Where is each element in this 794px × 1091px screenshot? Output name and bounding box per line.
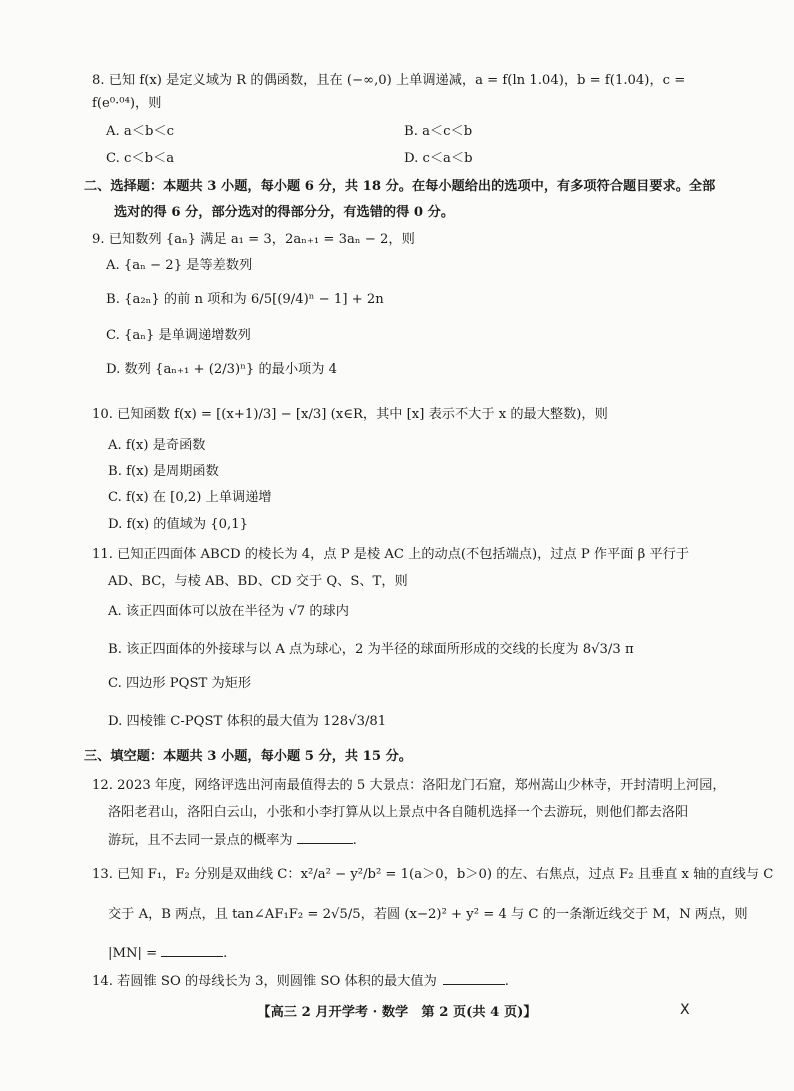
q10-option-d: D. f(x) 的值域为 {0,1} (108, 517, 248, 532)
q13-stem-line3 (108, 944, 700, 963)
corner-mark: X (680, 1002, 690, 1018)
q9-stem: 9. 已知数列 {aₙ} 满足 a₁ = 3，2aₙ₊₁ = 3aₙ − 2，则 (92, 232, 415, 247)
q8-stem-line1: 8. 已知 f(x) 是定义域为 R 的偶函数，且在 (−∞,0) 上单调递减，a = f(ln 1.04)，b = f(1.04)，c = (92, 73, 686, 88)
q14-answer-blank[interactable] (443, 972, 505, 985)
q9-option-d: D. 数列 {aₙ₊₁ + (2/3)ⁿ} 的最小项为 4 (106, 362, 338, 377)
q11-stem-line1: 11. 已知正四面体 ABCD 的棱长为 4，点 P 是棱 AC 上的动点(不包括端点)，过点 P 作平面 β 平行于 (92, 547, 690, 562)
q11-option-a: A. 该正四面体可以放在半径为 √7 的球内 (108, 604, 349, 619)
q12-stem-line1: 12. 2023 年度，网络评选出河南最值得去的 5 大景点：洛阳龙门石窟，郑州嵩山少林寺，开封清明上河园， (92, 778, 726, 793)
q11-option-d: D. 四棱锥 C-PQST 体积的最大值为 128√3/81 (108, 714, 387, 729)
q10-option-c: C. f(x) 在 [0,2) 上单调递增 (108, 490, 272, 505)
page-footer: 【高三 2 月开学考 · 数学 第 2 页(共 4 页)】 (257, 1005, 537, 1020)
q8-option-c: C. c＜b＜a (106, 151, 175, 166)
q8-option-a: A. a＜b＜c (106, 124, 174, 139)
q13-stem-line2: 交于 A，B 两点，且 tan∠AF₁F₂ = 2√5/5，若圆 (x−2)² + y² = 4 与 C 的一条渐近线交于 M，N 两点，则 (108, 907, 748, 922)
q13-end: . (223, 946, 228, 961)
q12-stem-line2: 洛阳老君山，洛阳白云山，小张和小李打算从以上景点中各自随机选择一个去游玩，则他们都去洛阳 (108, 805, 689, 820)
q13-stem-line1: 13. 已知 F₁，F₂ 分别是双曲线 C：x²/a² − y²/b² = 1(a＞0，b＞0) 的左、右焦点，过点 F₂ 且垂直 x 轴的直线与 C (92, 867, 774, 882)
q12-answer-blank[interactable] (297, 831, 353, 844)
q12-text: 游玩，且不去同一景点的概率为 (108, 833, 293, 848)
q10-option-a: A. f(x) 是奇函数 (108, 438, 206, 453)
q10-option-b: B. f(x) 是周期函数 (108, 464, 219, 479)
q13-text: |MN| = (108, 946, 158, 961)
q8-option-d: D. c＜a＜b (404, 151, 473, 166)
q8-option-b: B. a＜c＜b (404, 124, 473, 139)
q9-option-b: B. {a₂ₙ} 的前 n 项和为 6/5[(9/4)ⁿ − 1] + 2n (106, 292, 384, 307)
q11-option-b: B. 该正四面体的外接球与以 A 点为球心，2 为半径的球面所形成的交线的长度为 8√3/3 π (108, 642, 634, 657)
q12-end: . (352, 833, 357, 848)
section2-heading: 二、选择题：本题共 3 小题，每小题 6 分，共 18 分。在每小题给出的选项中，有多项符合题目要求。全部 (84, 179, 716, 194)
q13-answer-blank[interactable] (161, 944, 223, 957)
q8-stem-line2: f(e⁰·⁰⁴)，则 (92, 96, 162, 111)
q12-stem-line3 (108, 831, 700, 850)
q14-text: 14. 若圆锥 SO 的母线长为 3，则圆锥 SO 体积的最大值为 (92, 974, 437, 989)
q11-option-c: C. 四边形 PQST 为矩形 (108, 676, 252, 691)
q9-option-a: A. {aₙ − 2} 是等差数列 (106, 258, 253, 273)
q11-stem-line2: AD、BC，与棱 AB、BD、CD 交于 Q、S、T，则 (108, 574, 408, 589)
q14-stem (92, 972, 700, 991)
q10-stem: 10. 已知函数 f(x) = [(x+1)/3] − [x/3] (x∈R，其中 [x] 表示不大于 x 的最大整数)，则 (92, 407, 608, 422)
section3-heading: 三、填空题：本题共 3 小题，每小题 5 分，共 15 分。 (84, 749, 412, 764)
section2-heading-line2: 选对的得 6 分，部分选对的得部分分，有选错的得 0 分。 (114, 205, 455, 220)
q14-end: . (504, 974, 509, 989)
q9-option-c: C. {aₙ} 是单调递增数列 (106, 328, 251, 343)
